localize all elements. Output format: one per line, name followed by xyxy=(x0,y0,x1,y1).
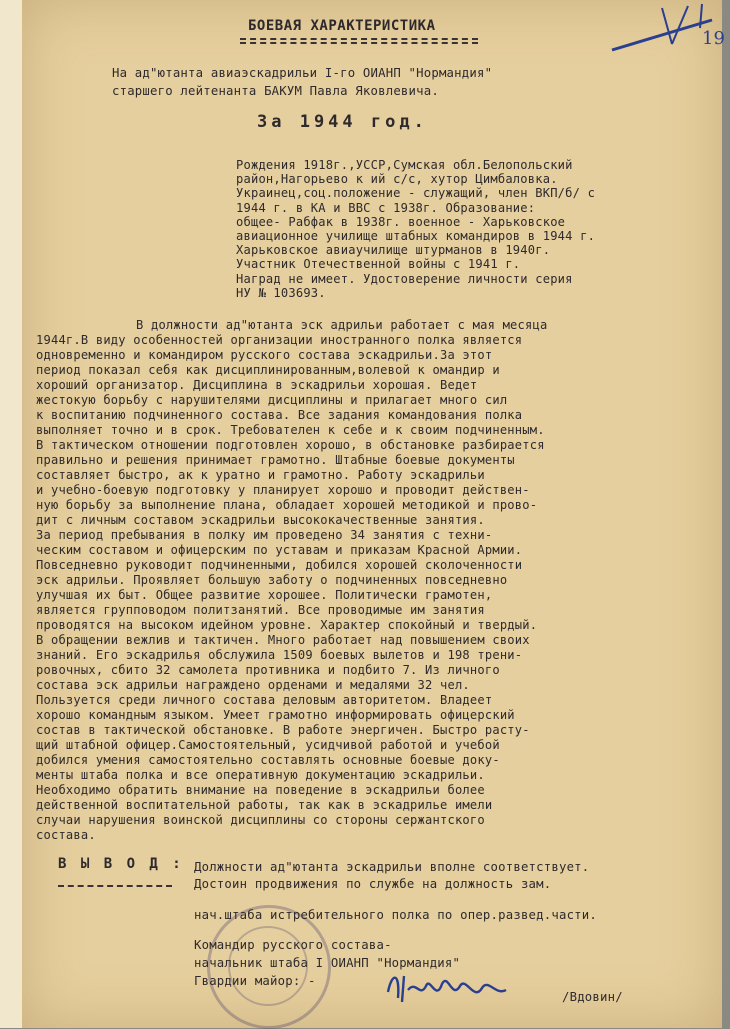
text-line: НУ № 103693. xyxy=(236,285,326,300)
text-line: выполняет точно и в срок. Требователен к себе и к своим подчиненным. xyxy=(36,423,545,437)
text-line: 1944 г. в КА и ВВС с 1938г. Образование: xyxy=(236,200,536,215)
text-line: Необходимо обратить внимание на поведение в эскадрильи более xyxy=(36,783,485,797)
text-line: ческим составом и офицерским по уставам и приказам Красной Армии. xyxy=(36,543,523,557)
subject-line: старшего лейтенанта БАКУМ Павла Яковлевича. xyxy=(112,84,439,98)
document-title: БОЕВАЯ ХАРАКТЕРИСТИКА xyxy=(248,18,436,34)
text-line: Харьковское авиаучилище штурманов в 1940г. xyxy=(236,243,551,258)
title-underline xyxy=(240,38,478,40)
text-line: период показал себя как дисциплинированным,волевой к омандир и xyxy=(36,363,500,377)
signature-line: нач.штаба истребительного полка по опер.развед.части. xyxy=(194,908,597,922)
text-line: дит с личным составом эскадрильи высококачественные занятия. xyxy=(36,513,485,527)
text-line: эск адрильи. Проявляет большую заботу о подчиненных повседневно xyxy=(36,573,508,587)
text-line: действенной воспитательной работы, так как в эскадрилье имели xyxy=(36,798,493,812)
text-line: менты штаба полка и все оперативную документацию эскадрильи. xyxy=(36,768,485,782)
text-line: правильно и решения принимает грамотно. Штабные боевые документы xyxy=(36,453,515,467)
document-page xyxy=(22,0,725,1028)
signature-line: начальник штаба I ОИАНП "Нормандия" xyxy=(194,956,461,970)
text-line: составляет быстро, ак к уратно и грамотно. Работу эскадрильи xyxy=(36,468,485,482)
text-line: Наград не имеет. Удостоверение личности серия xyxy=(236,271,573,286)
text-line: Украинец,соц.положение - служащий, член ВКП/б/ с xyxy=(236,186,596,201)
text-line: В должности ад"ютанта эск адрильи работает с мая месяца xyxy=(136,318,548,332)
conclusion-line: Достоин продвижения по службе на должность зам. xyxy=(194,877,552,891)
conclusion-label: В Ы В О Д : xyxy=(58,856,184,872)
text-line: В обращении вежлив и тактичен. Много работает над повышением своих xyxy=(36,633,530,647)
text-line: общее- Рабфак в 1938г. военное - Харьковское xyxy=(236,214,566,229)
text-line: является групповодом политзанятий. Все проводимые им занятия xyxy=(36,603,485,617)
text-line: Повседневно руководит подчиненными, добился хорошей сколоченности xyxy=(36,558,523,572)
corner-number: 19 xyxy=(702,28,725,49)
paper-edge xyxy=(0,0,22,1028)
signature-name: /Вдовин/ xyxy=(562,990,623,1004)
text-line: одновременно и командиром русского состава эскадрильи.За этот xyxy=(36,348,493,362)
text-line: проводятся на высоком идейном уровне. Характер спокойный и твердый. xyxy=(36,618,538,632)
text-line: знаний. Его эскадрилья обслужила 1509 боевых вылетов и 198 трени- xyxy=(36,648,523,662)
text-line: хороший организатор. Дисциплина в эскадрильи хорошая. Ведет xyxy=(36,378,478,392)
text-line: Участник Отечественной войны с 1941 г. xyxy=(236,257,521,272)
document-year: За 1944 год. xyxy=(257,112,428,132)
text-line: улучшая их быт. Общее развитие хорошее. Политически грамотен, xyxy=(36,588,493,602)
signature-line: Гвардии майор: - xyxy=(194,974,316,988)
text-line: жестокую борьбу с нарушителями дисциплины и прилагает много сил xyxy=(36,393,508,407)
text-line: В тактическом отношении подготовлен хорошо, в обстановке разбирается xyxy=(36,438,545,452)
text-line: район,Нагорьево к ий с/с, хутор Цимбаловка. xyxy=(236,172,558,187)
handwritten-signature-icon xyxy=(382,962,522,1014)
conclusion-line: Должности ад"ютанта эскадрильи вполне соответствует. xyxy=(194,860,590,874)
subject-line: На ад"ютанта авиаэскадрильи I-го ОИАНП "Нормандия" xyxy=(112,66,493,80)
text-line: Рождения 1918г.,УССР,Сумская обл.Белопольский xyxy=(236,158,573,172)
text-line: случаи нарушения воинской дисциплины со стороны сержантского xyxy=(36,813,485,827)
text-line: состава. xyxy=(36,828,96,842)
text-line: и учебно-боевую подготовку у планирует хорошо и проводит действен- xyxy=(36,483,530,497)
text-line: состава эск адрильи награждено орденами и медалями 32 чел. xyxy=(36,678,470,692)
text-line: авиационное училище штабных командиров в 1944 г. xyxy=(236,229,596,243)
conclusion-underline xyxy=(58,885,172,887)
text-line: щий штабной офицер.Самостоятельный, усидчивой работой и учебой xyxy=(36,738,500,752)
text-line: ровочных, сбито 32 самолета противника и подбито 7. Из личного xyxy=(36,663,500,677)
text-line: Пользуется среди личного состава деловым авторитетом. Владеет xyxy=(36,693,493,707)
text-line: 1944г.В виду особенностей организации иностранного полка является xyxy=(36,333,523,347)
text-line: хорошо командным языком. Умеет грамотно информировать офицерский xyxy=(36,708,515,722)
text-line: к воспитанию подчиненного состава. Все задания командования полка xyxy=(36,408,523,422)
text-line: За период пребывания в полку им проведено 34 занятия с техни- xyxy=(36,528,493,542)
text-line: добился умения самостоятельно составлять основные боевые доку- xyxy=(36,753,500,767)
text-line: состав в тактической обстановке. В работе энергичен. Быстро расту- xyxy=(36,723,530,737)
signature-line: Командир русского состава- xyxy=(194,938,392,952)
title-underline-2 xyxy=(240,42,478,44)
text-line: ную борьбу за выполнение плана, обладает хорошей методикой и прово- xyxy=(36,498,538,512)
